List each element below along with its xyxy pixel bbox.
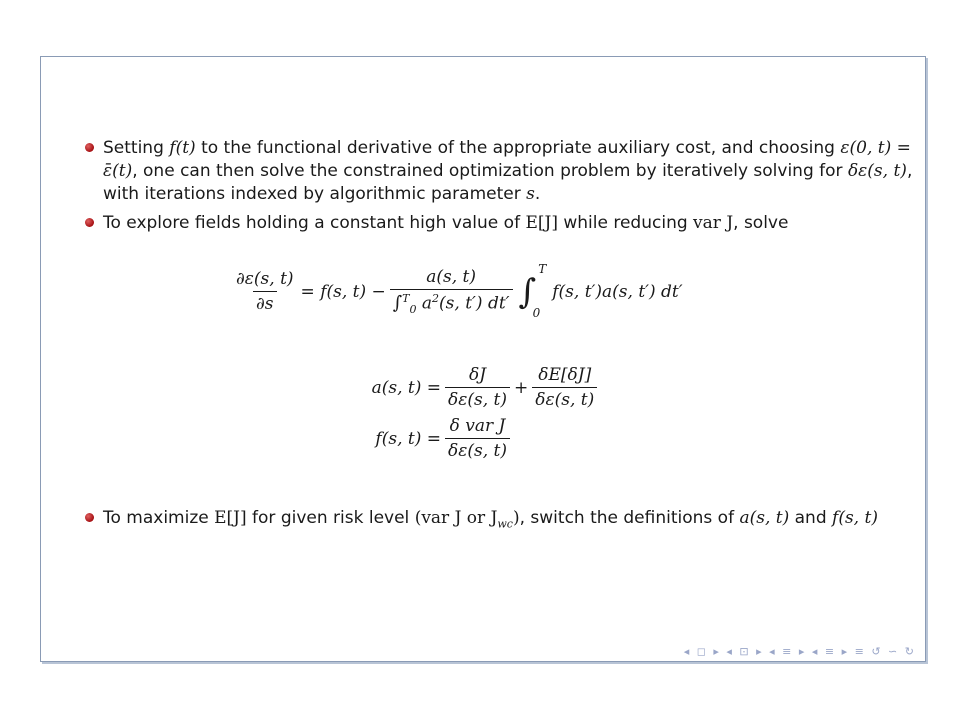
- integral-sign: ∫: [392, 292, 403, 314]
- text: , one can then solve the constrained optimization problem by iteratively solving for: [132, 161, 848, 181]
- math: δε(s, t): [847, 161, 907, 181]
- math: = f(s, t) −: [300, 281, 386, 302]
- bullet-list-2: [85, 507, 915, 541]
- numerator: δJ: [468, 365, 487, 385]
- math: E[J]: [214, 508, 247, 528]
- text: and: [789, 508, 833, 528]
- fraction: [445, 416, 510, 461]
- upper-limit: T: [538, 261, 547, 276]
- text: , solve: [733, 213, 789, 233]
- math: var J: [693, 213, 734, 233]
- denominator: ∂s: [253, 291, 277, 314]
- math: s: [526, 184, 535, 204]
- math: a(s, t): [739, 508, 790, 528]
- math: ): [512, 508, 520, 528]
- numerator: δE[δJ]: [538, 365, 592, 385]
- equation-2: [357, 365, 601, 467]
- denominator: δε(s, t): [445, 438, 510, 461]
- denominator: δε(s, t): [445, 387, 510, 410]
- slide-frame: [40, 56, 926, 662]
- text: To maximize: [103, 508, 215, 528]
- math: (s, t′) dt′: [439, 293, 510, 314]
- bullet-dot-icon: [85, 513, 94, 522]
- text: .: [534, 184, 541, 204]
- text: , with iterations indexed by algorithmic parameter: [103, 161, 913, 204]
- integral-sign: ∫: [518, 271, 537, 312]
- denominator: [390, 289, 513, 316]
- math: +: [514, 377, 529, 398]
- fraction: [532, 365, 597, 410]
- beamer-navigation[interactable]: ◂ ◻ ▸ ◂ ⊡ ▸ ◂ ≡ ▸ ◂ ≡ ▸ ≡ ↺ ∽ ↻: [683, 645, 916, 658]
- math: (var J or J: [414, 508, 498, 528]
- fraction: [233, 269, 297, 314]
- upper-limit: T: [402, 292, 410, 305]
- fraction: [445, 365, 510, 410]
- numerator: a(s, t): [426, 267, 477, 287]
- bullet-2: [85, 212, 915, 235]
- lower-limit: 0: [409, 303, 417, 317]
- equation-row: [357, 416, 514, 461]
- lower-limit: 0: [532, 305, 541, 320]
- fraction: [390, 267, 513, 316]
- equation-1: [229, 261, 683, 320]
- text: Setting: [103, 138, 170, 158]
- text: to the functional derivative of the appropriate auxiliary cost, and choosing: [195, 138, 841, 158]
- bullet-3: [85, 507, 915, 535]
- denominator: δε(s, t): [532, 387, 597, 410]
- bullet-1: [85, 137, 915, 206]
- math: a: [421, 293, 433, 314]
- numerator: ∂ε(s, t): [236, 269, 294, 290]
- bullet-list: [85, 137, 915, 241]
- math: f(s, t): [832, 508, 878, 528]
- exponent: 2: [432, 292, 440, 305]
- math: f(s, t) =: [375, 428, 441, 449]
- text: To explore fields holding a constant high value of: [103, 213, 526, 233]
- bullet-dot-icon: [85, 143, 94, 152]
- math: f(s, t′)a(s, t′) dt′: [552, 281, 683, 302]
- text: , switch the definitions of: [519, 508, 740, 528]
- math: ε(0, t) = ε̄(t): [103, 138, 911, 181]
- math: a(s, t) =: [371, 377, 441, 398]
- text: for given risk level: [246, 508, 415, 528]
- math: f(t): [169, 138, 196, 158]
- subscript: wc: [497, 517, 513, 531]
- numerator: δ var J: [449, 416, 506, 436]
- integral: [517, 261, 547, 320]
- math: E[J]: [525, 213, 558, 233]
- text: while reducing: [557, 213, 694, 233]
- bullet-dot-icon: [85, 218, 94, 227]
- equation-row: [357, 365, 601, 410]
